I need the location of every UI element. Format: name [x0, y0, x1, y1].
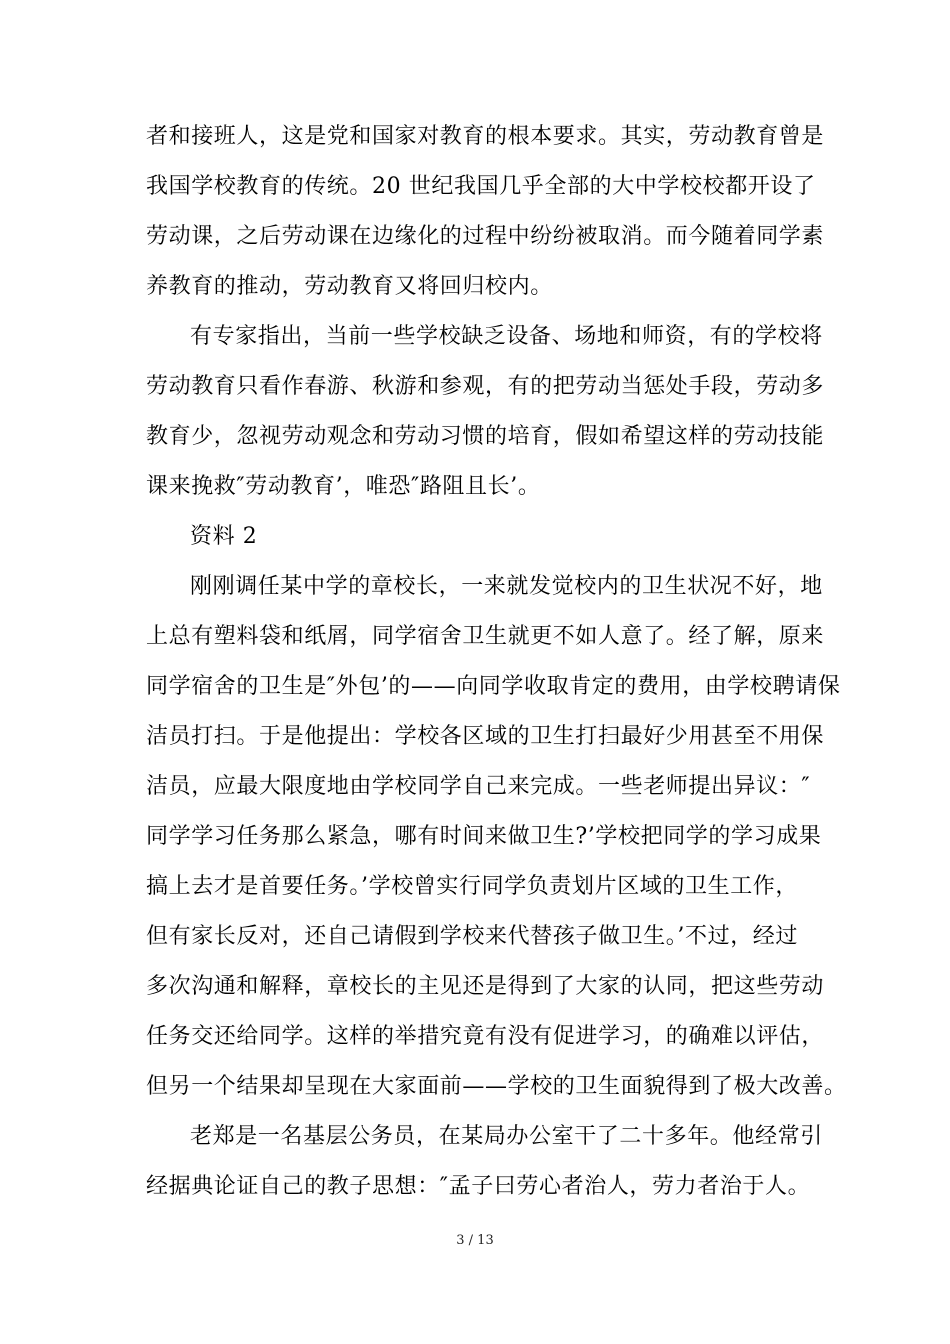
text-line: 课来挽救″劳动教育’，唯恐″路阻且长’。 [146, 474, 541, 499]
text-line: 同学宿舍的卫生是″外包’的——向同学收取肯定的费用，由学校聘请保 [146, 674, 841, 699]
text-line: 多次沟通和解释，章校长的主见还是得到了大家的认同，把这些劳动 [146, 974, 825, 999]
text-line: 养教育的推动，劳动教育又将回归校内。 [146, 274, 553, 299]
text-line: 者和接班人，这是党和国家对教育的根本要求。其实，劳动教育曾是 [146, 124, 825, 149]
text-line: 洁员打扫。于是他提出：学校各区域的卫生打扫最好少用甚至不用保 [146, 724, 825, 749]
text-line: 劳动课，之后劳动课在边缘化的过程中纷纷被取消。而今随着同学素 [146, 224, 825, 249]
paragraph-start-line: 刚刚调任某中学的章校长，一来就发觉校内的卫生状况不好，地 [190, 574, 823, 599]
text-line: 但有家长反对，还自己请假到学校来代替孩子做卫生。’不过，经过 [146, 924, 798, 949]
section-heading: 资料 2 [190, 524, 258, 549]
text-line: 但另一个结果却呈现在大家面前——学校的卫生面貌得到了极大改善。 [146, 1074, 847, 1099]
paragraph-start-line: 老郑是一名基层公务员，在某局办公室干了二十多年。他经常引 [190, 1124, 823, 1149]
paragraph-start-line: 有专家指出，当前一些学校缺乏设备、场地和师资，有的学校将 [190, 324, 823, 349]
text-line: 任务交还给同学。这样的举措究竟有没有促进学习，的确难以评估， [146, 1024, 825, 1049]
text-line: 洁员，应最大限度地由学校同学自己来完成。一些老师提出异议：″ [146, 774, 811, 799]
text-line: 搞上去才是首要任务。’学校曾实行同学负责划片区域的卫生工作， [146, 874, 798, 899]
text-line: 劳动教育只看作春游、秋游和参观，有的把劳动当惩处手段，劳动多 [146, 374, 825, 399]
text-line: 上总有塑料袋和纸屑，同学宿舍卫生就更不如人意了。经了解，原来 [146, 624, 825, 649]
text-line: 教育少，忽视劳动观念和劳动习惯的培育，假如希望这样的劳动技能 [146, 424, 825, 449]
text-line: 同学学习任务那么紧急，哪有时间来做卫生?’学校把同学的学习成果 [146, 824, 822, 849]
text-line: 经据典论证自己的教子思想：″孟子曰劳心者治人，劳力者治于人。 [146, 1174, 811, 1199]
text-line: 我国学校教育的传统。20 世纪我国几乎全部的大中学校校都开设了 [146, 174, 816, 199]
page-number: 3 / 13 [456, 1233, 494, 1248]
